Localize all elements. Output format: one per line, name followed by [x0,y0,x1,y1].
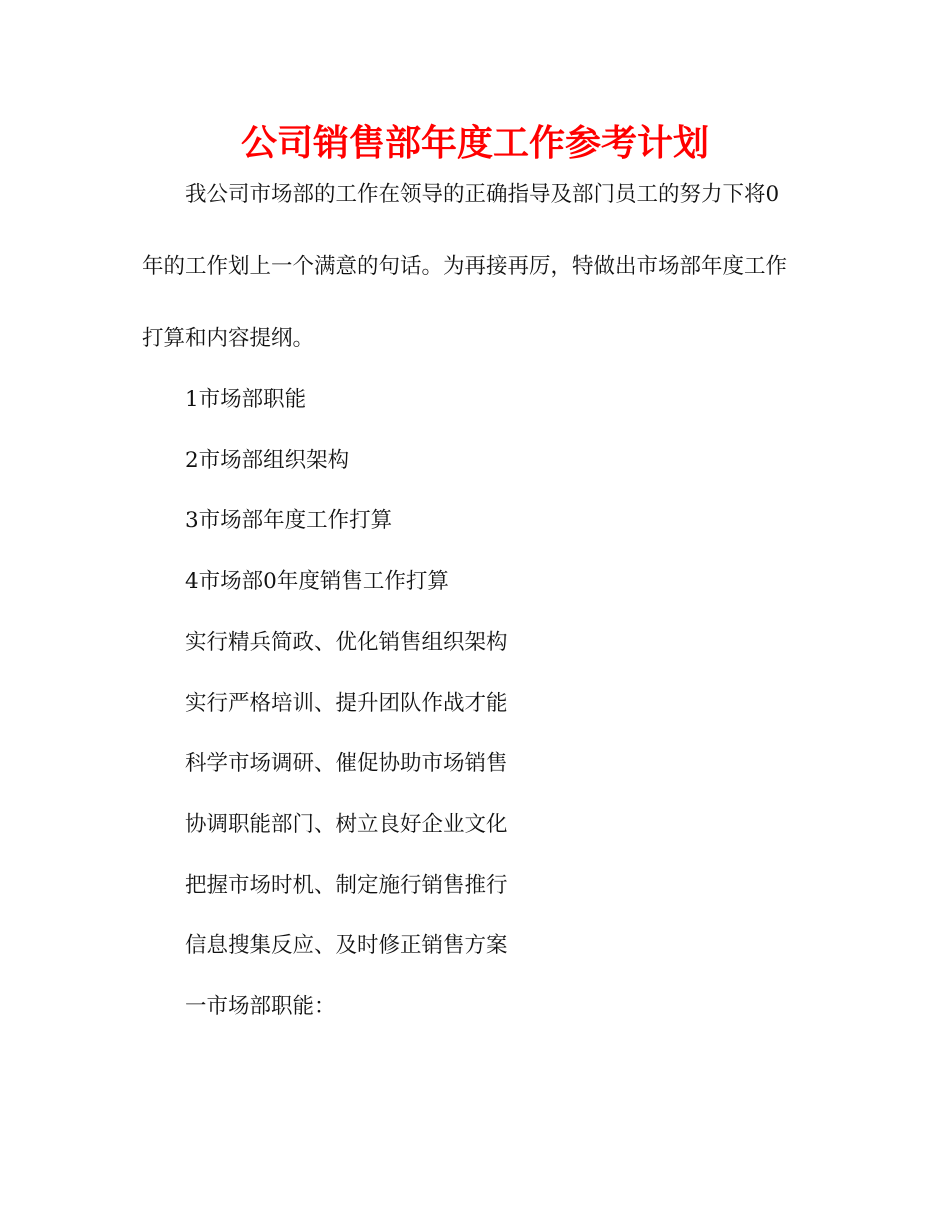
outline-item-8: 协调职能部门、树立良好企业文化 [185,812,508,837]
intro-line-2: 年的工作划上一个满意的句话。为再接再厉，特做出市场部年度工作 [142,254,788,279]
document-title: 公司销售部年度工作参考计划 [240,123,709,164]
outline-item-2: 2市场部组织架构 [185,448,350,473]
outline-item-9: 把握市场时机、制定施行销售推行 [185,873,508,898]
outline-item-3: 3市场部年度工作打算 [185,508,393,533]
intro-line-3: 打算和内容提纲。 [142,326,315,351]
outline-item-4: 4市场部0年度销售工作打算 [185,569,449,594]
outline-item-5: 实行精兵简政、优化销售组织架构 [185,630,508,655]
section-heading-functions: 一市场部职能： [185,994,336,1019]
outline-item-10: 信息搜集反应、及时修正销售方案 [185,933,508,958]
outline-item-1: 1市场部职能 [185,387,307,412]
outline-item-6: 实行严格培训、提升团队作战才能 [185,691,508,716]
outline-item-7: 科学市场调研、催促协助市场销售 [185,751,508,776]
intro-line-1: 我公司市场部的工作在领导的正确指导及部门员工的努力下将0 [185,182,780,207]
